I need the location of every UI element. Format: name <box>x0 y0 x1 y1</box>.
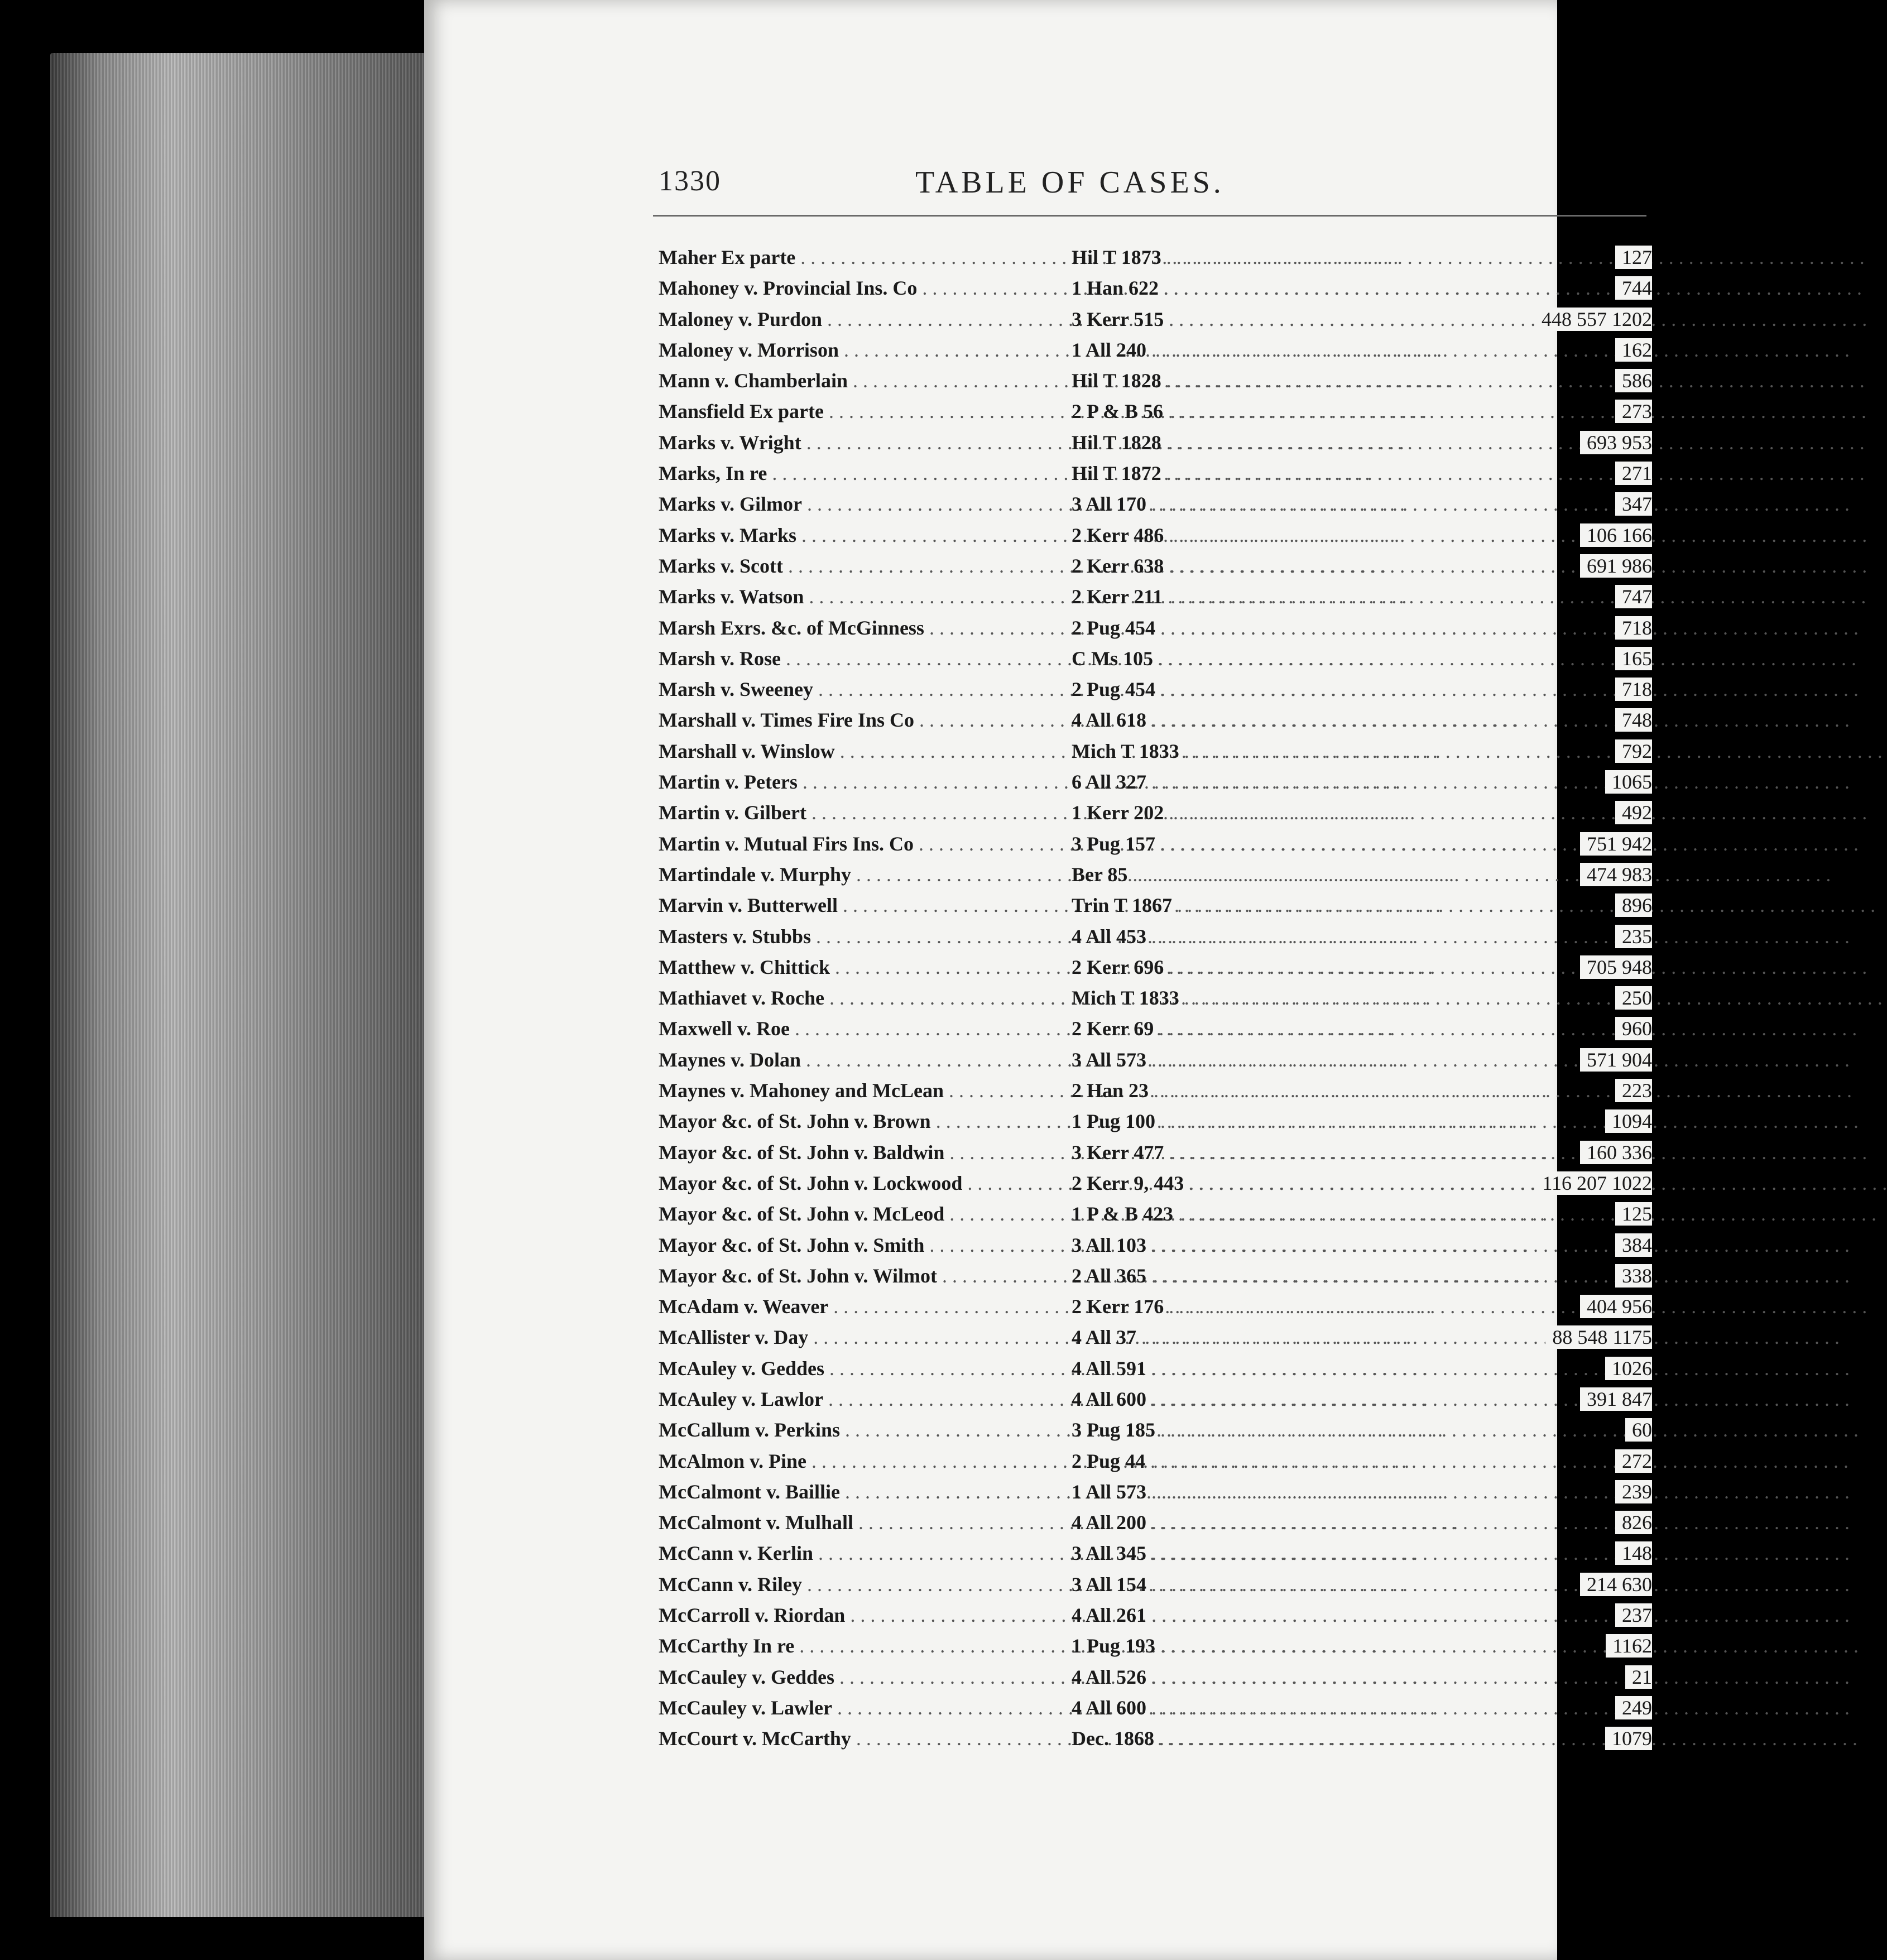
case-pages: 744 <box>1615 276 1652 300</box>
case-row <box>659 1233 1652 1264</box>
case-row <box>659 1325 1652 1356</box>
case-row <box>659 1511 1652 1541</box>
case-row <box>659 1109 1652 1140</box>
case-name: Mayor &c. of St. John v. Wilmot . . . <box>659 1264 1072 1288</box>
case-citation: 3 Kerr 477 . . . <box>1072 1141 1652 1164</box>
case-name: McCourt v. McCarthy . . . <box>659 1727 1072 1750</box>
case-pages: 492 <box>1615 801 1652 824</box>
case-row <box>659 1665 1652 1696</box>
case-citation: Dec. 1868 . . . <box>1072 1727 1652 1750</box>
case-row <box>659 308 1652 338</box>
case-pages: 162 <box>1615 338 1652 362</box>
case-name: McCalmont v. Baillie . . . <box>659 1480 1072 1503</box>
case-citation: 3 Pug 185 . . . <box>1072 1418 1652 1442</box>
case-row <box>659 1573 1652 1603</box>
case-name: McCarroll v. Riordan . . . <box>659 1603 1072 1627</box>
case-name: Martin v. Mutual Firs Ins. Co . . . <box>659 832 1072 856</box>
case-citation: 2 Kerr 69 . . . <box>1072 1017 1652 1040</box>
case-pages: 448 557 1202 <box>1535 308 1652 331</box>
case-pages: 338 <box>1615 1264 1652 1288</box>
page-number: 1330 <box>659 165 721 197</box>
case-row <box>659 925 1652 955</box>
case-citation: 4 All 600 . . . <box>1072 1387 1652 1411</box>
case-pages: 250 <box>1615 986 1652 1010</box>
case-citation: 2 Kerr 176 . . . <box>1072 1295 1652 1318</box>
case-pages: 271 <box>1615 462 1652 485</box>
case-row <box>659 462 1652 492</box>
case-name: Maynes v. Dolan . . . <box>659 1048 1072 1072</box>
case-name: Martindale v. Murphy . . . <box>659 863 1072 886</box>
case-pages: 474 983 <box>1580 863 1652 886</box>
case-pages: 748 <box>1615 708 1652 732</box>
case-pages: 586 <box>1615 369 1652 392</box>
case-name: Mayor &c. of St. John v. Lockwood . . . <box>659 1171 1072 1195</box>
case-name: McAdam v. Weaver . . . <box>659 1295 1072 1318</box>
case-row <box>659 585 1652 616</box>
case-citation: 3 Pug 157 . . . <box>1072 832 1652 856</box>
case-pages: 165 <box>1615 647 1652 670</box>
case-citation: Hil T 1872 . . . <box>1072 462 1652 485</box>
case-name: Maher Ex parte . . . <box>659 246 1072 269</box>
case-pages: 718 <box>1615 616 1652 640</box>
case-name: Mayor &c. of St. John v. McLeod . . . <box>659 1202 1072 1226</box>
case-citation: 3 All 573 . . . <box>1072 1048 1652 1072</box>
case-name: Marks v. Scott . . . <box>659 554 1072 578</box>
case-pages: 88 548 1175 <box>1545 1325 1652 1349</box>
case-name: McAuley v. Lawlor . . . <box>659 1387 1072 1411</box>
case-name: Mayor &c. of St. John v. Brown . . . <box>659 1109 1072 1133</box>
case-pages: 705 948 <box>1580 955 1652 979</box>
case-pages: 384 <box>1615 1233 1652 1257</box>
case-row <box>659 1079 1652 1109</box>
case-name: Maynes v. Mahoney and McLean . . . <box>659 1079 1072 1102</box>
case-row <box>659 1418 1652 1449</box>
case-pages: 249 <box>1615 1696 1652 1719</box>
case-row <box>659 1357 1652 1387</box>
case-row <box>659 647 1652 678</box>
case-citation: 4 All 37 . . . <box>1072 1325 1652 1349</box>
header-rule <box>653 215 1646 217</box>
case-pages: 148 <box>1615 1541 1652 1565</box>
case-citation: 4 All 618 . . . <box>1072 708 1652 732</box>
case-row <box>659 1634 1652 1665</box>
case-name: Masters v. Stubbs . . . <box>659 925 1072 948</box>
case-name: Marks v. Wright . . . <box>659 431 1072 454</box>
case-pages: 571 904 <box>1580 1048 1652 1072</box>
case-name: Marks v. Marks . . . <box>659 523 1072 547</box>
case-row <box>659 955 1652 986</box>
case-citation: 4 All 600 . . . <box>1072 1696 1652 1719</box>
case-row <box>659 1295 1652 1325</box>
case-pages: 160 336 <box>1580 1141 1652 1164</box>
case-row <box>659 1141 1652 1171</box>
case-row <box>659 1449 1652 1480</box>
case-row <box>659 1603 1652 1634</box>
case-row <box>659 893 1652 924</box>
case-row <box>659 1202 1652 1233</box>
case-pages: 1026 <box>1605 1357 1652 1380</box>
case-row <box>659 1727 1652 1757</box>
case-row <box>659 431 1652 462</box>
case-name: Marshall v. Winslow . . . <box>659 739 1072 763</box>
case-citation: 2 All 365 . . . <box>1072 1264 1652 1288</box>
case-pages: 747 <box>1615 585 1652 608</box>
case-row <box>659 770 1652 801</box>
case-pages: 273 <box>1615 400 1652 423</box>
case-name: McCann v. Kerlin . . . <box>659 1541 1072 1565</box>
case-citation: 1 Pug 100 . . . <box>1072 1109 1652 1133</box>
case-citation: 1 Han 622 . . . <box>1072 276 1652 300</box>
case-name: Mahoney v. Provincial Ins. Co . . . <box>659 276 1072 300</box>
case-row <box>659 369 1652 400</box>
case-citation: 2 Pug 454 . . . <box>1072 678 1652 701</box>
case-citation: 2 Kerr 486 . . . <box>1072 523 1652 547</box>
case-citation: 4 All 261 . . . <box>1072 1603 1652 1627</box>
case-pages: 116 207 1022 <box>1535 1171 1652 1195</box>
case-row <box>659 801 1652 832</box>
case-pages: 792 <box>1615 739 1652 763</box>
case-row <box>659 986 1652 1017</box>
case-row <box>659 1017 1652 1048</box>
case-row <box>659 400 1652 430</box>
case-pages: 21 <box>1625 1665 1652 1689</box>
case-citation: 2 Kerr 696 . . . <box>1072 955 1652 979</box>
case-pages: 1094 <box>1605 1109 1652 1133</box>
case-citation: Hil T 1873 . . . <box>1072 246 1652 269</box>
case-pages: 391 847 <box>1580 1387 1652 1411</box>
case-name: Mayor &c. of St. John v. Smith . . . <box>659 1233 1072 1257</box>
case-name: Marsh v. Sweeney . . . <box>659 678 1072 701</box>
case-pages: 1079 <box>1605 1727 1652 1750</box>
case-citation: Hil T 1828 . . . <box>1072 431 1652 454</box>
case-name: Martin v. Peters . . . <box>659 770 1072 794</box>
case-pages: 718 <box>1615 678 1652 701</box>
case-row <box>659 246 1652 276</box>
case-name: McCarthy In re . . . <box>659 1634 1072 1658</box>
case-row <box>659 1048 1652 1079</box>
case-row <box>659 523 1652 554</box>
case-citation: 2 P & B 56 . . . <box>1072 400 1652 423</box>
case-name: McAllister v. Day . . . <box>659 1325 1072 1349</box>
case-citation: Trin T 1867 . . . <box>1072 893 1652 917</box>
case-row <box>659 678 1652 708</box>
case-citation: Hil T 1828 . . . <box>1072 369 1652 392</box>
case-citation: 2 Kerr 211 . . . <box>1072 585 1652 608</box>
case-row <box>659 492 1652 523</box>
running-title: TABLE OF CASES. <box>915 165 1225 200</box>
case-name: Mann v. Chamberlain . . . <box>659 369 1072 392</box>
case-citation: 6 All 327 . . . <box>1072 770 1652 794</box>
case-citation: 1 Pug 193 . . . <box>1072 1634 1652 1658</box>
case-name: Maloney v. Morrison . . . <box>659 338 1072 362</box>
case-name: Marks v. Gilmor . . . <box>659 492 1072 516</box>
case-citation: 1 P & B 423 . . . <box>1072 1202 1652 1226</box>
case-citation: 1 All 240 . . . <box>1072 338 1652 362</box>
case-citation: 1 Kerr 202 . . . <box>1072 801 1652 824</box>
case-name: Matthew v. Chittick . . . <box>659 955 1072 979</box>
case-citation: 3 All 154 . . . <box>1072 1573 1652 1596</box>
case-citation: 2 Han 23 . . . <box>1072 1079 1652 1102</box>
case-pages: 127 <box>1615 246 1652 269</box>
case-pages: 239 <box>1615 1480 1652 1503</box>
case-citation: Mich T 1833 . . . <box>1072 739 1652 763</box>
case-citation: 4 All 453 . . . <box>1072 925 1652 948</box>
case-name: Mayor &c. of St. John v. Baldwin . . . <box>659 1141 1072 1164</box>
case-citation: 3 All 103 . . . <box>1072 1233 1652 1257</box>
case-name: McCann v. Riley . . . <box>659 1573 1072 1596</box>
case-name: Maloney v. Purdon . . . <box>659 308 1072 331</box>
case-citation: 3 All 345 . . . <box>1072 1541 1652 1565</box>
case-row <box>659 1541 1652 1572</box>
case-pages: 1065 <box>1605 770 1652 794</box>
case-pages: 826 <box>1615 1511 1652 1534</box>
case-name: Mansfield Ex parte . . . <box>659 400 1072 423</box>
case-citation: 2 Kerr 638 . . . <box>1072 554 1652 578</box>
case-row <box>659 832 1652 863</box>
case-row <box>659 554 1652 585</box>
case-citation: Mich T 1833 . . . <box>1072 986 1652 1010</box>
case-citation: 3 All 170 . . . <box>1072 492 1652 516</box>
case-row <box>659 708 1652 739</box>
case-pages: 237 <box>1615 1603 1652 1627</box>
case-pages: 691 986 <box>1580 554 1652 578</box>
case-pages: 404 956 <box>1580 1295 1652 1318</box>
case-name: Mathiavet v. Roche . . . <box>659 986 1072 1010</box>
case-citation: 4 All 200 . . . <box>1072 1511 1652 1534</box>
case-row <box>659 1696 1652 1727</box>
case-row <box>659 1480 1652 1511</box>
case-pages: 272 <box>1615 1449 1652 1473</box>
case-pages: 60 <box>1625 1418 1652 1442</box>
case-pages: 106 166 <box>1580 523 1652 547</box>
case-citation: 3 Kerr 515 . . . <box>1072 308 1652 331</box>
case-row <box>659 739 1652 770</box>
case-table <box>659 246 1652 1758</box>
case-name: McAlmon v. Pine . . . <box>659 1449 1072 1473</box>
case-citation: 2 Kerr 9, 443 . . . <box>1072 1171 1652 1195</box>
case-pages: 214 630 <box>1580 1573 1652 1596</box>
case-name: McCallum v. Perkins . . . <box>659 1418 1072 1442</box>
book-page <box>424 0 1652 1960</box>
book-page-edges <box>50 53 452 1917</box>
case-citation: 1 All 573 . . . <box>1072 1480 1652 1503</box>
case-pages: 347 <box>1615 492 1652 516</box>
case-name: Marvin v. Butterwell . . . <box>659 893 1072 917</box>
case-citation: C Ms 105 . . . <box>1072 647 1652 670</box>
case-citation: Ber 85 . . . <box>1072 863 1652 886</box>
case-row <box>659 276 1652 307</box>
case-row <box>659 1387 1652 1418</box>
case-name: Marsh Exrs. &c. of McGinness . . . <box>659 616 1072 640</box>
case-citation: 2 Pug 44 . . . <box>1072 1449 1652 1473</box>
case-pages: 896 <box>1615 893 1652 917</box>
case-row <box>659 1171 1652 1202</box>
case-pages: 751 942 <box>1580 832 1652 856</box>
case-row <box>659 616 1652 647</box>
case-name: Marks, In re . . . <box>659 462 1072 485</box>
case-name: Marks v. Watson . . . <box>659 585 1072 608</box>
case-citation: 4 All 526 . . . <box>1072 1665 1652 1689</box>
case-citation: 2 Pug 454 . . . <box>1072 616 1652 640</box>
case-name: McCalmont v. Mulhall . . . <box>659 1511 1072 1534</box>
case-pages: 125 <box>1615 1202 1652 1226</box>
case-row <box>659 1264 1652 1295</box>
case-name: McCauley v. Lawler . . . <box>659 1696 1072 1719</box>
case-row <box>659 863 1652 893</box>
case-citation: 4 All 591 . . . <box>1072 1357 1652 1380</box>
case-pages: 693 953 <box>1580 431 1652 454</box>
case-row <box>659 338 1652 369</box>
case-pages: 1162 <box>1606 1634 1652 1658</box>
case-name: McAuley v. Geddes . . . <box>659 1357 1072 1380</box>
case-name: Maxwell v. Roe . . . <box>659 1017 1072 1040</box>
case-pages: 960 <box>1615 1017 1652 1040</box>
case-pages: 223 <box>1615 1079 1652 1102</box>
case-name: Marsh v. Rose . . . <box>659 647 1072 670</box>
case-name: Marshall v. Times Fire Ins Co . . . <box>659 708 1072 732</box>
case-name: McCauley v. Geddes . . . <box>659 1665 1072 1689</box>
case-pages: 235 <box>1615 925 1652 948</box>
case-name: Martin v. Gilbert . . . <box>659 801 1072 824</box>
